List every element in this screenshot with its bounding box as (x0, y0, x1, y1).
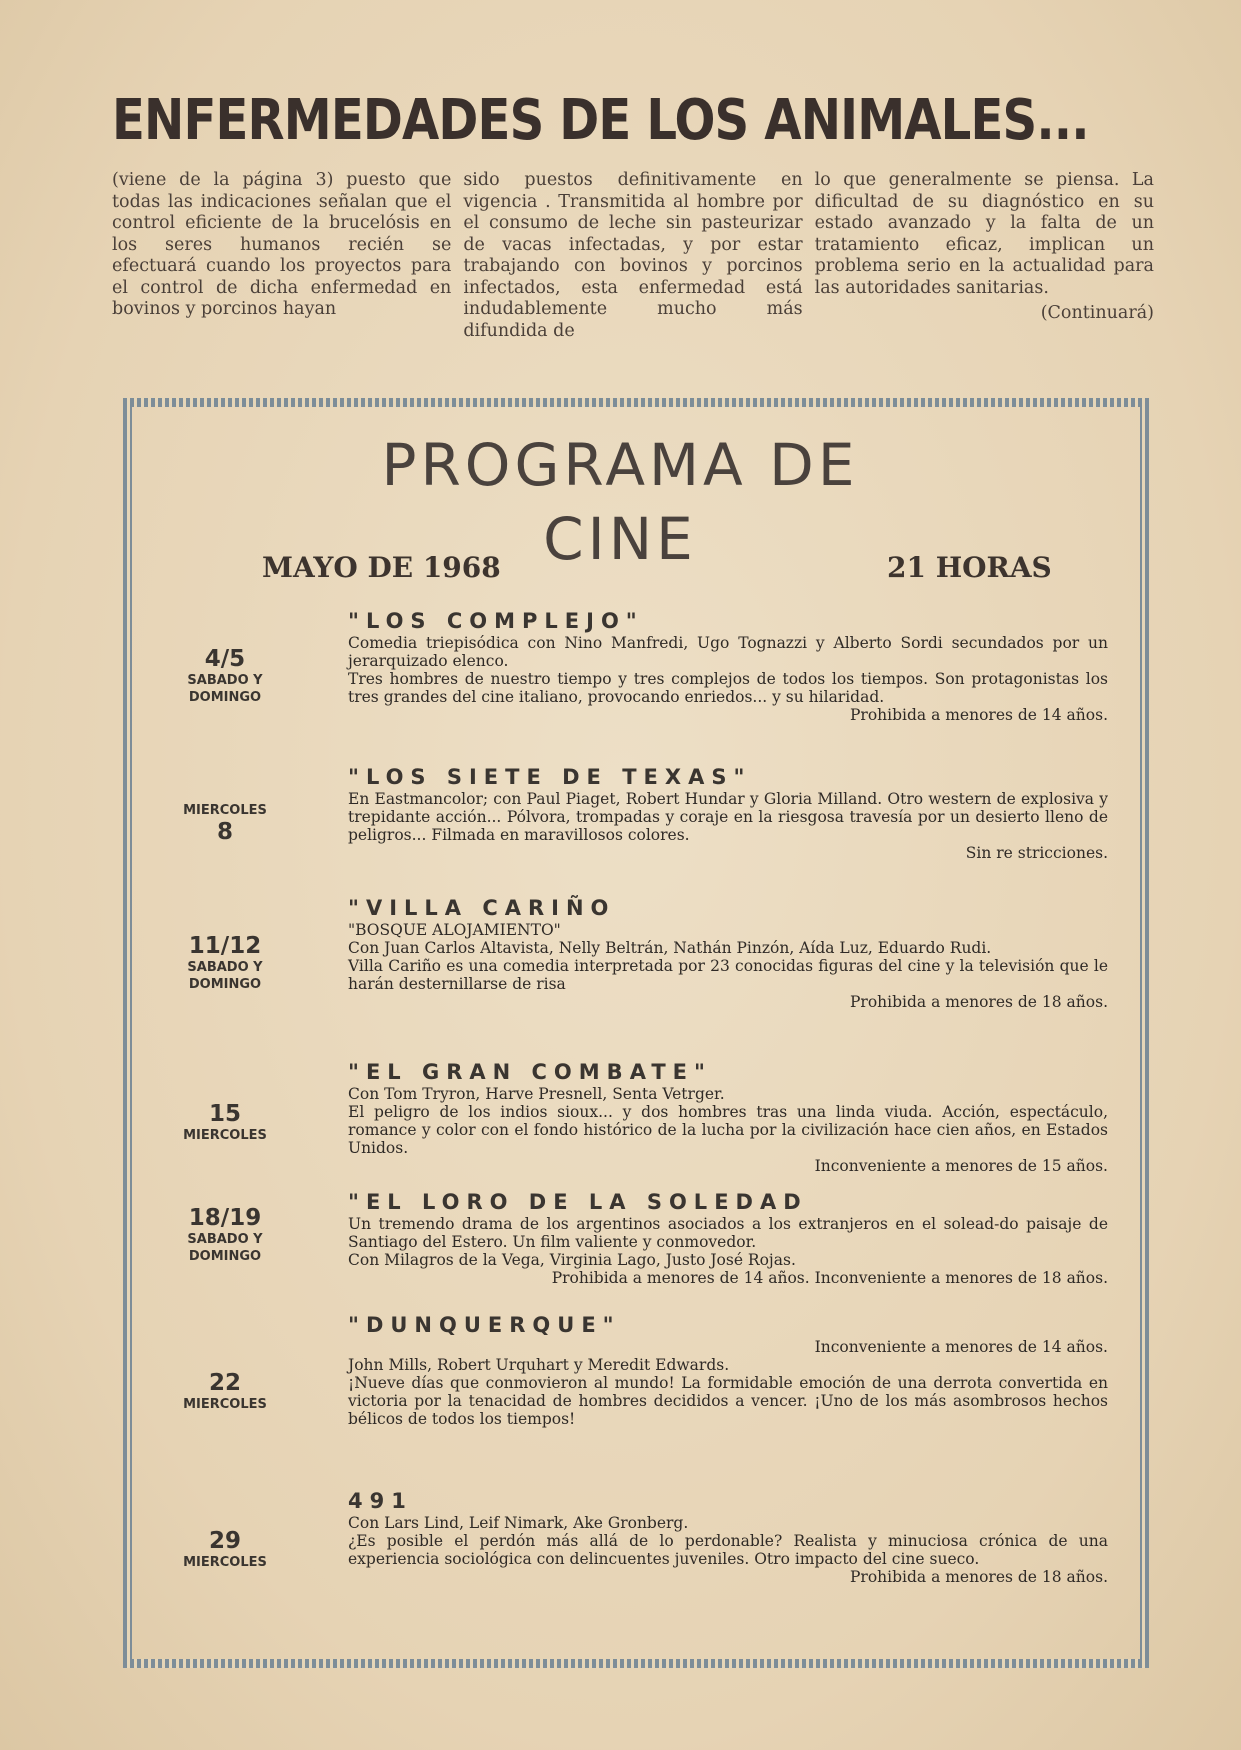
film-date-number: 15 (208, 1101, 241, 1127)
film-date-day: SABADO Y DOMINGO (187, 673, 263, 705)
article-column-3 (815, 170, 1154, 342)
film-text-line: ¡Nueve días que conmovieron al mundo! La formidable emoción de una derrota convertida en victoria por la tenacidad de hombres decididos a vencer. ¡Uno de los más asombrosos hechos bélicos de todos los tiempos! (348, 1374, 1108, 1428)
film-date-day: MIERCOLES (183, 1128, 267, 1143)
film-details (348, 608, 1108, 724)
film-date-day: SABADO Y DOMINGO (187, 1232, 263, 1264)
film-details (348, 1488, 1108, 1586)
film-date (170, 1101, 280, 1144)
film-rating: Prohibida a menores de 18 años. (849, 993, 1108, 1011)
film-date-day: MIERCOLES (183, 1555, 267, 1570)
film-text-line: El peligro de los indios sioux... y dos hombres tras una linda viuda. Acción, espectáculo, romance y color con el fondo histórico de la lucha por la civilización hace cien años, en Estados Unidos. (348, 1103, 1108, 1157)
article-text: sido puestos definitivamente en vigencia . Transmitida al hombre por el consumo de leche sin pasteurizar de vacas infectadas, y por estar trabajando con bovinos y porcinos infectados, esta enfermedad está indudablemente mucho más difundida de (463, 170, 803, 341)
film-title: 491 (348, 1489, 413, 1513)
film-text-line: ¿Es posible el perdón más allá de lo perdonable? Realista y minuciosa crónica de una experiencia sociológica con delincuentes juveniles. Otro impacto del cine sueco. (348, 1532, 1108, 1568)
film-description (348, 790, 1108, 862)
program-title-line-2: CINE (543, 505, 697, 573)
film-text-line: Con Milagros de la Vega, Virginia Lago, Justo José Rojas. (348, 1251, 796, 1269)
film-text-line: John Mills, Robert Urquhart y Meredit Edwards. (348, 1356, 730, 1374)
film-rating: Sin re stricciones. (965, 844, 1108, 862)
film-description (348, 921, 1108, 1011)
film-date-day: MIERCOLES (183, 1397, 267, 1412)
program-title-line-1: PROGRAMA DE (381, 431, 859, 499)
film-date-number: 18/19 (188, 1205, 262, 1231)
film-title: "EL LORO DE LA SOLEDAD (348, 1190, 808, 1214)
film-title: "LOS COMPLEJO" (348, 609, 644, 633)
film-date (170, 1528, 280, 1571)
film-description (348, 1085, 1108, 1175)
film-date (170, 646, 280, 706)
film-date-number: 22 (208, 1370, 241, 1396)
film-description (348, 1215, 1108, 1287)
article-body (112, 170, 1154, 342)
film-date-day: SABADO Y DOMINGO (187, 960, 263, 992)
film-listing (0, 895, 1241, 1035)
film-listing (0, 608, 1241, 748)
film-text-line: Con Tom Tryron, Harve Presnell, Senta Vetrger. (348, 1085, 725, 1103)
continued-note: (Continuará) (1040, 303, 1154, 323)
film-description (348, 1514, 1108, 1586)
film-text-line: Tres hombres de nuestro tiempo y tres complejos de todos los tiempos. Son protagonistas los tres grandes del cine italiano, provocando enriedos... y su hilaridad. (348, 670, 1108, 706)
film-rating: Inconveniente a menores de 14 años. (814, 1338, 1108, 1356)
film-details (348, 1059, 1108, 1175)
program-month: MAYO DE 1968 (262, 551, 501, 584)
article-text: lo que generalmente se piensa. La dificultad de su diagnóstico en su estado avanzado y la falta de un tratamiento eficaz, implican un problema serio en la actualidad para las autoridades sanitarias. (814, 170, 1154, 298)
film-date (170, 933, 280, 993)
film-date-day: MIERCOLES (183, 803, 267, 818)
film-rating: Prohibida a menores de 14 años. Inconveniente a menores de 18 años. (551, 1269, 1108, 1287)
film-rating: Prohibida a menores de 18 años. (849, 1568, 1108, 1586)
film-date-number: 4/5 (204, 646, 246, 672)
film-title: "DUNQUERQUE" (348, 1313, 621, 1337)
film-date-number: 11/12 (188, 933, 262, 959)
film-title: "LOS SIETE DE TEXAS" (348, 765, 752, 789)
film-details (348, 1189, 1108, 1287)
film-details (348, 764, 1108, 862)
film-date (170, 802, 280, 845)
article-text: (viene de la página 3) puesto que todas las indicaciones señalan que el control eficiente de la brucelósis en los seres humanos recién se efectuará cuando los proyectos para el control de dicha enfermedad en bovinos y porcinos hayan (112, 170, 452, 319)
film-text-line: "BOSQUE ALOJAMIENTO" (348, 921, 561, 939)
film-text-line: Villa Cariño es una comedia interpretada por 23 conocidas figuras del cine y la televisión que le harán desternillarse de risa (348, 957, 1108, 993)
film-rating: Inconveniente a menores de 15 años. (814, 1157, 1108, 1175)
film-rating: Prohibida a menores de 14 años. (849, 706, 1108, 724)
film-details (348, 895, 1108, 1011)
film-text-line: Con Juan Carlos Altavista, Nelly Beltrán, Nathán Pinzón, Aída Luz, Eduardo Rudi. (348, 939, 992, 957)
film-text-line: En Eastmancolor; con Paul Piaget, Robert Hundar y Gloria Milland. Otro western de explosiva y trepidante acción... Pólvora, trompadas y coraje en la riesgosa travesía por un desierto lleno de peligros... Filmada en maravillosos colores. (348, 790, 1108, 844)
film-listing (0, 1488, 1241, 1628)
film-text-line: Un tremendo drama de los argentinos asociados a los extranjeros en el solead-do paisaje de Santiago del Estero. Un film valiente y conmovedor. (348, 1215, 1108, 1251)
film-listing (0, 1312, 1241, 1452)
program-time: 21 HORAS (887, 551, 1052, 584)
film-text-line: Con Lars Lind, Leif Nimark, Ake Gronberg. (348, 1514, 689, 1532)
film-title: "EL GRAN COMBATE" (348, 1060, 712, 1084)
film-date (170, 1205, 280, 1265)
film-description (348, 1338, 1108, 1428)
film-details (348, 1312, 1108, 1428)
film-date-number: 8 (216, 819, 233, 845)
film-date-number: 29 (208, 1528, 241, 1554)
film-listing (0, 1059, 1241, 1199)
film-date (170, 1370, 280, 1413)
film-description (348, 634, 1108, 724)
film-title: "VILLA CARIÑO (348, 896, 616, 920)
film-listing (0, 764, 1241, 904)
article-title: ENFERMEDADES DE LOS ANIMALES... (112, 88, 1089, 153)
article-column-1 (112, 170, 451, 342)
film-text-line: Comedia triepisódica con Nino Manfredi, Ugo Tognazzi y Alberto Sordi secundados por un jerarquizado elenco. (348, 634, 1108, 670)
article-column-2 (463, 170, 802, 342)
